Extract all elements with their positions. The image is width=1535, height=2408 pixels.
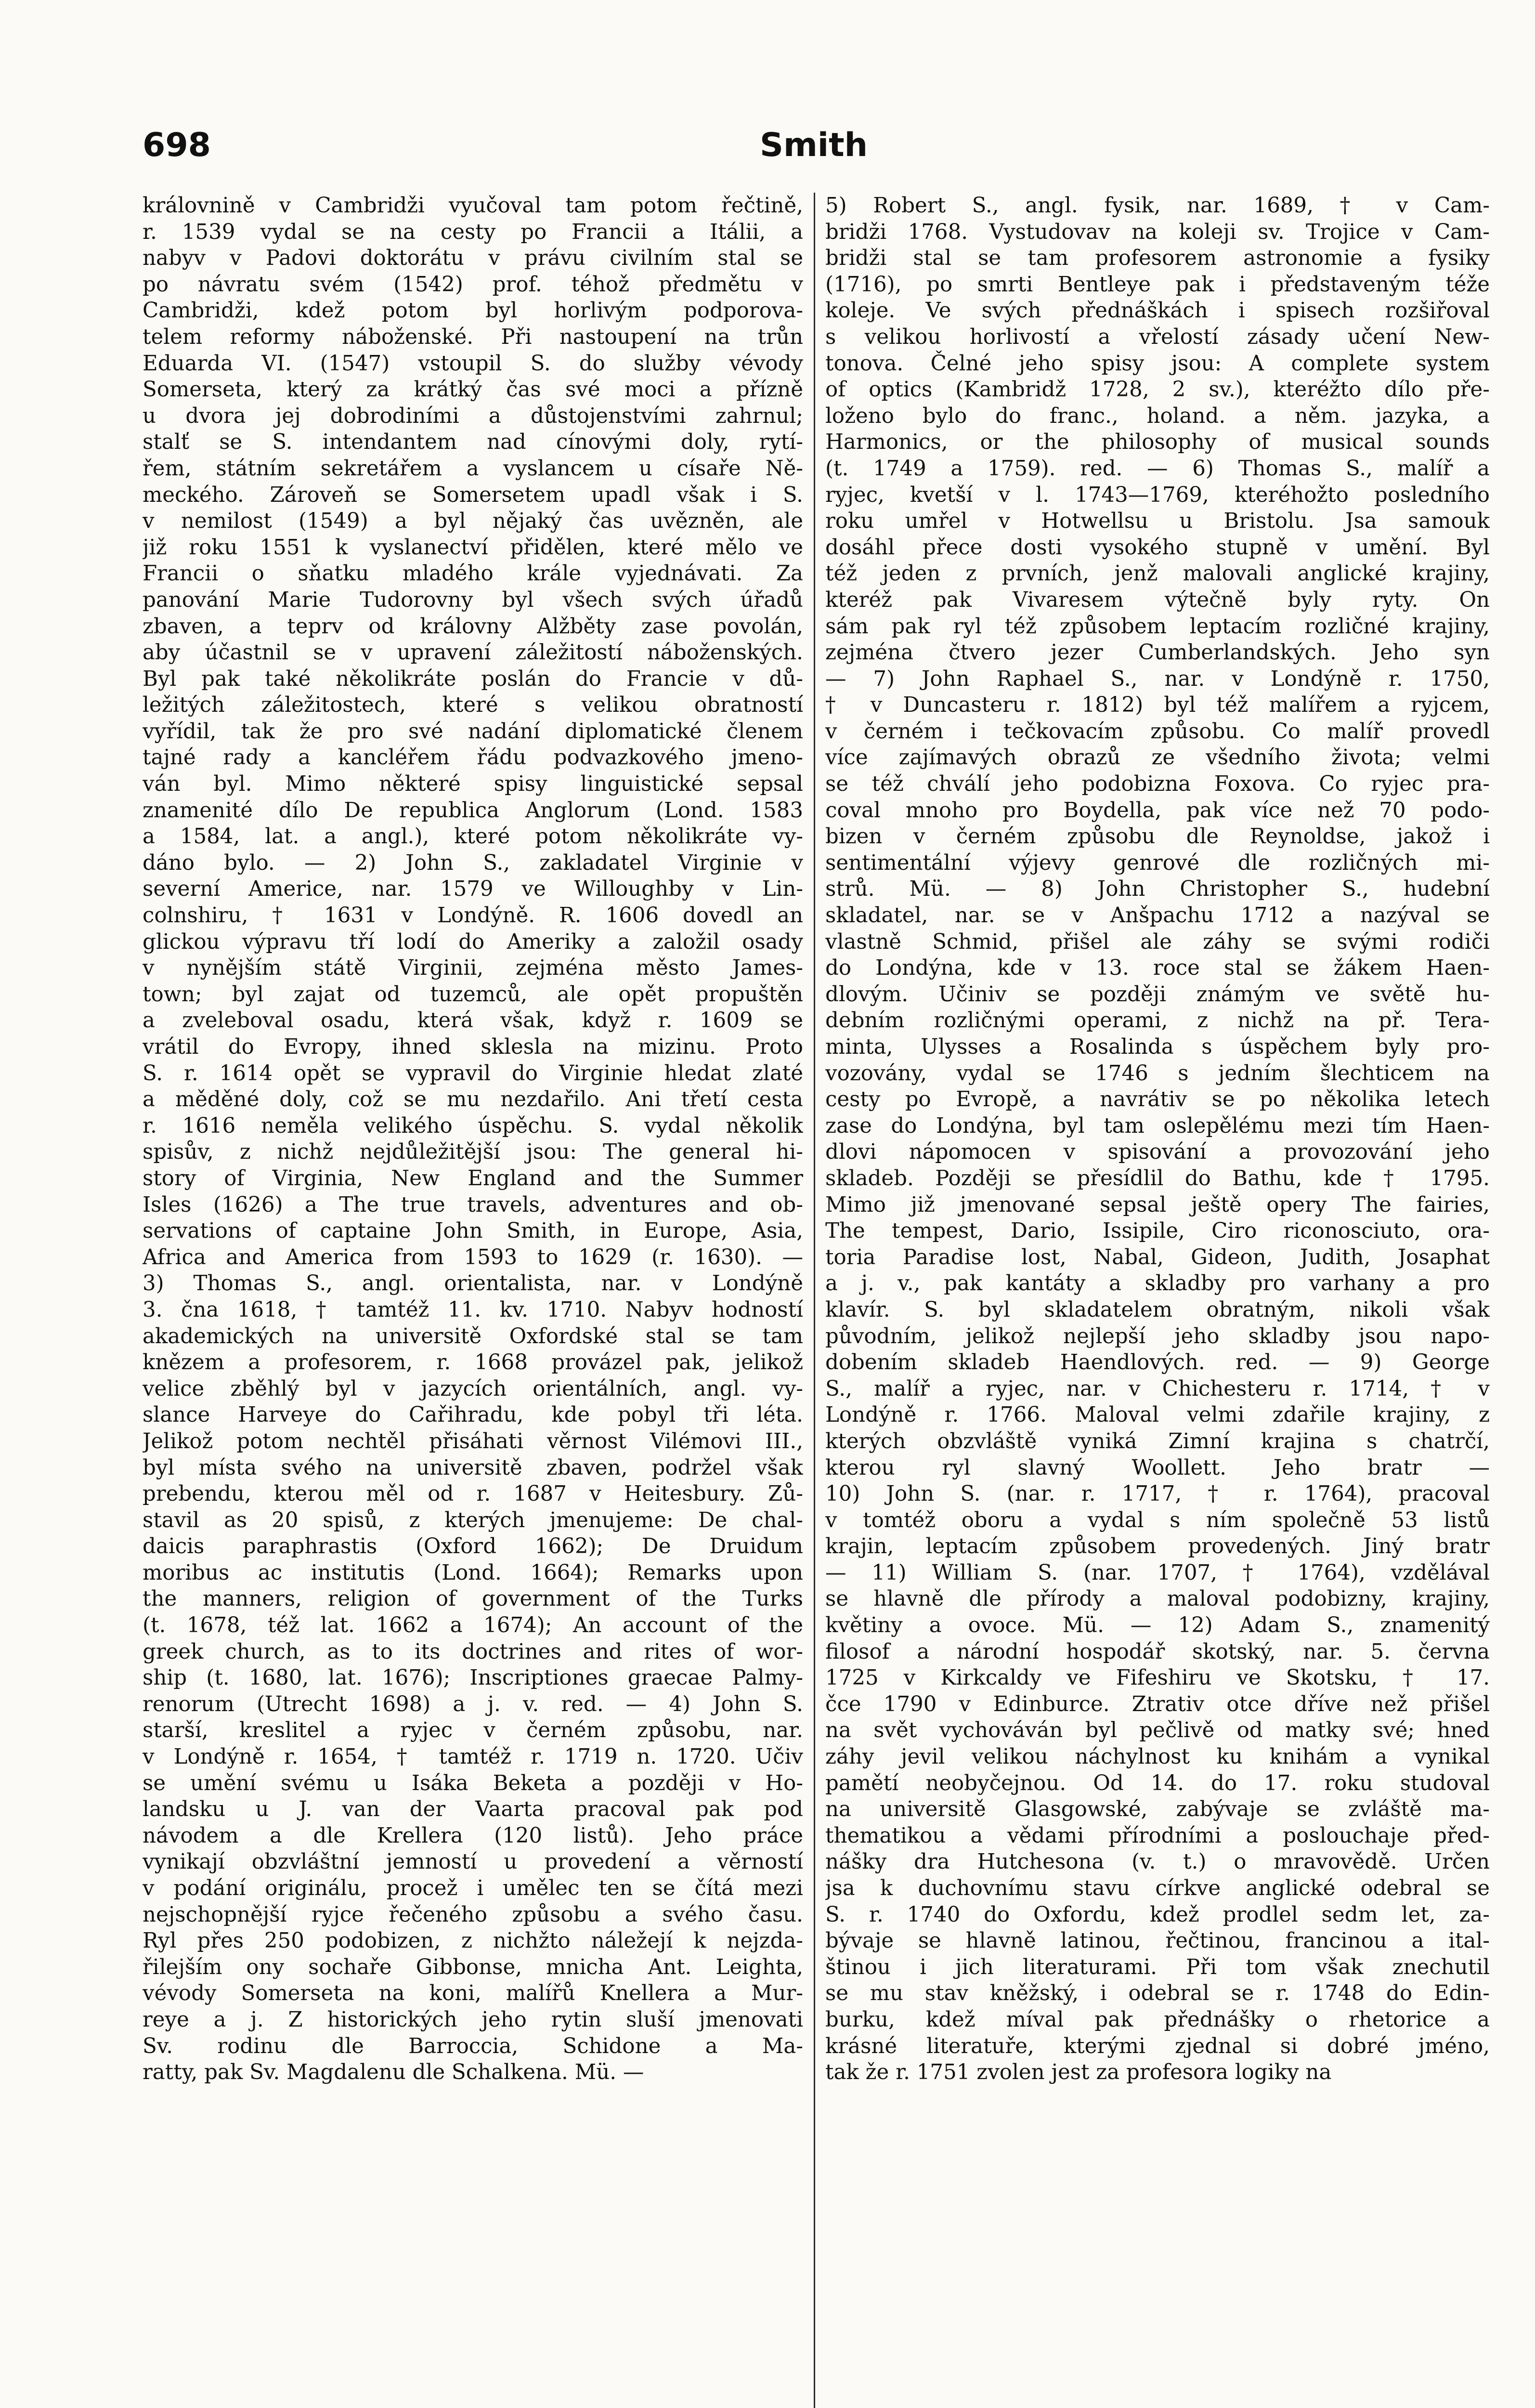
text-line: Jelikož potom nechtěl přisáhati věrnost Vilémovi III., [143, 1429, 803, 1453]
text-line: vlastně Schmid, přišel ale záhy se svými rodiči [825, 929, 1490, 954]
text-line: do Londýna, kde v 13. roce stal se žákem Haen- [825, 956, 1490, 981]
text-line: původním, jelikož nejlepší jeho skladby jsou napo- [825, 1324, 1490, 1348]
text-line: filosof a národní hospodář skotský, nar. 5. června [825, 1639, 1490, 1664]
text-line: S. r. 1740 do Oxfordu, kdež prodlel sedm let, za- [825, 1902, 1490, 1927]
text-line: ván byl. Mimo některé spisy linguistické sepsal [143, 772, 803, 797]
text-line: of optics (Kambridž 1728, 2 sv.), kteréžto dílo pře- [825, 378, 1490, 402]
text-line: aby účastnil se v upravení záležitostí náboženských. [143, 641, 803, 665]
text-line: moribus ac institutis (Lond. 1664); Remarks upon [143, 1560, 803, 1585]
text-line: colnshiru, † 1631 v Londýně. R. 1606 dovedl an [143, 903, 803, 928]
text-line: sentimentální výjevy genrové dle rozličných mi- [825, 851, 1490, 875]
text-line: skladeb. Později se přesídlil do Bathu, kde † 1795. [825, 1166, 1490, 1191]
text-line: greek church, as to its doctrines and rites of wor- [143, 1639, 803, 1664]
text-line: vynikají obzvláštní jemností u provedení a věrností [143, 1850, 803, 1874]
text-line: kterou ryl slavný Woollett. Jeho bratr — [825, 1455, 1490, 1480]
text-line: reye a j. Z historických jeho rytin sluší jmenovati [143, 2007, 803, 2032]
text-line: 3. čna 1618, † tamtéž 11. kv. 1710. Nabyv hodností [143, 1297, 803, 1322]
text-line: spisův, z nichž nejdůležitější jsou: The general hi- [143, 1140, 803, 1165]
text-line: coval mnoho pro Boydella, pak více než 70 podo- [825, 798, 1490, 823]
text-line: town; byl zajat od tuzemců, ale opět propuštěn [143, 982, 803, 1007]
text-line: daicis paraphrastis (Oxford 1662); De Druidum [143, 1534, 803, 1559]
text-line: Sv. rodinu dle Barroccia, Schidone a Ma- [143, 2034, 803, 2058]
text-line: bridži stal se tam profesorem astronomie a fysiky [825, 246, 1490, 271]
text-line: skladatel, nar. se v Anšpachu 1712 a nazýval se [825, 903, 1490, 928]
text-line: kteréž pak Vivaresem výtečně byly ryty. On [825, 588, 1490, 612]
text-line: S. r. 1614 opět se vypravil do Virginie hledat zlaté [143, 1061, 803, 1086]
text-line: strů. Mü. — 8) John Christopher S., hudební [825, 877, 1490, 902]
text-line: královnině v Cambridži vyučoval tam potom řečtině, [143, 194, 803, 218]
text-line: starší, kreslitel a ryjec v černém způsobu, nar. [143, 1718, 803, 1743]
text-line: slance Harveye do Cařihradu, kde pobyl tři léta. [143, 1403, 803, 1427]
text-line: burku, kdež míval pak přednášky o rhetorice a [825, 2007, 1490, 2032]
text-line: roku umřel v Hotwellsu u Bristolu. Jsa samouk [825, 509, 1490, 534]
text-line: glickou výpravu tří lodí do Ameriky a založil osady [143, 929, 803, 954]
text-line: pamětí neobyčejnou. Od 14. do 17. roku studoval [825, 1771, 1490, 1795]
text-line: u dvora jej dobrodiními a důstojenstvími zahrnul; [143, 404, 803, 428]
text-line: ratty, pak Sv. Magdalenu dle Schalkena. Mü. — [143, 2060, 644, 2085]
text-line: nabyv v Padovi doktorátu v právu civilním stal se [143, 246, 803, 271]
text-line: dosáhl přece dosti vysokého stupně v umění. Byl [825, 535, 1490, 560]
text-line: v tomtéž oboru a vydal s ním společně 53 listů [825, 1508, 1490, 1532]
text-line: koleje. Ve svých přednáškách i spisech rozšiřoval [825, 299, 1490, 323]
text-line: thematikou a vědami přírodními a poslouchaje před- [825, 1823, 1490, 1848]
text-line: Eduarda VI. (1547) vstoupil S. do služby vévody [143, 351, 803, 376]
text-line: štinou i jich literaturami. Při tom však znechutil [825, 1955, 1490, 1979]
text-line: 5) Robert S., angl. fysik, nar. 1689, † v Cam- [825, 194, 1490, 218]
text-line: se umění svému u Isáka Beketa a později v Ho- [143, 1771, 803, 1795]
text-line: a měděné doly, což se mu nezdařilo. Ani třetí cesta [143, 1087, 803, 1112]
text-line: Harmonics, or the philosophy of musical sounds [825, 430, 1490, 455]
text-line: a zveleboval osadu, která však, když r. 1609 se [143, 1008, 803, 1033]
text-line: znamenité dílo De republica Anglorum (Lond. 1583 [143, 798, 803, 823]
column-divider [814, 193, 815, 2408]
text-line: v nemilost (1549) a byl nějaký čas uvězněn, ale [143, 509, 803, 534]
page-number: 698 [143, 126, 211, 164]
text-line: landsku u J. van der Vaarta pracoval pak pod [143, 1797, 803, 1822]
text-line: nejschopnější ryjce řečeného způsobu a svého času. [143, 1902, 803, 1927]
text-line: (t. 1678, též lat. 1662 a 1674); An account of the [143, 1613, 803, 1638]
text-line: vozovány, vydal se 1746 s jedním šlechticem na [825, 1061, 1490, 1086]
text-line: velice zběhlý byl v jazycích orientálních, angl. vy- [143, 1376, 803, 1401]
text-line: r. 1539 vydal se na cesty po Francii a Itálii, a [143, 220, 803, 244]
text-line: toria Paradise lost, Nabal, Gideon, Judith, Josaphat [825, 1245, 1490, 1269]
text-line: ležitých záležitostech, které s velikou obratností [143, 693, 803, 718]
text-line: na universitě Glasgowské, zabývaje se zvláště ma- [825, 1797, 1490, 1822]
text-line: Francii o sňatku mladého krále vyjednávati. Za [143, 562, 803, 586]
text-line: (t. 1749 a 1759). red. — 6) Thomas S., malíř a [825, 456, 1490, 481]
text-line: 3) Thomas S., angl. orientalista, nar. v Londýně [143, 1271, 803, 1296]
text-line: (1716), po smrti Bentleye pak i představeným téže [825, 272, 1490, 297]
text-line: meckého. Zároveň se Somersetem upadl však i S. [143, 483, 803, 507]
text-line: se též chválí jeho podobizna Foxova. Co ryjec pra- [825, 772, 1490, 797]
text-line: minta, Ulysses a Rosalinda s úspěchem byly pro- [825, 1035, 1490, 1059]
text-line: tajné rady a kancléřem řádu podvazkového jmeno- [143, 746, 803, 770]
text-line: 10) John S. (nar. r. 1717, † r. 1764), pracoval [825, 1482, 1490, 1506]
text-line: návodem a dle Krellera (120 listů). Jeho práce [143, 1823, 803, 1848]
text-line: knězem a profesorem, r. 1668 provázel pak, jelikož [143, 1350, 803, 1375]
text-line: též jeden z prvních, jenž malovali anglické krajiny, [825, 562, 1490, 586]
text-line: stavil as 20 spisů, z kterých jmenujeme: De chal- [143, 1508, 803, 1532]
text-line: řem, státním sekretářem a vyslancem u císaře Ně- [143, 456, 803, 481]
text-line: a 1584, lat. a angl.), které potom několikráte vy- [143, 824, 803, 849]
running-head: Smith [759, 126, 868, 164]
text-line: ship (t. 1680, lat. 1676); Inscriptiones graecae Palmy- [143, 1666, 803, 1690]
text-line: zase do Londýna, byl tam oslepělému mezi tím Haen- [825, 1113, 1490, 1138]
text-line: renorum (Utrecht 1698) a j. v. red. — 4) John S. [143, 1692, 803, 1716]
text-line: na svět vychováván byl pečlivě od matky své; hned [825, 1718, 1490, 1743]
text-line: vrátil do Evropy, ihned sklesla na mizinu. Proto [143, 1035, 803, 1059]
text-line: severní Americe, nar. 1579 ve Willoughby v Lin- [143, 877, 803, 902]
text-line: The tempest, Dario, Issipile, Ciro riconosciuto, ora- [825, 1219, 1490, 1243]
text-line: Mimo již jmenované sepsal ještě opery The fairies, [825, 1192, 1490, 1217]
text-line: Africa and America from 1593 to 1629 (r. 1630). — [143, 1245, 803, 1269]
text-line: v černém i tečkovacím způsobu. Co malíř provedl [825, 719, 1490, 744]
text-line: řilejším ony sochaře Gibbonse, mnicha Ant. Leighta, [143, 1955, 803, 1979]
text-line: květiny a ovoce. Mü. — 12) Adam S., znamenitý [825, 1613, 1490, 1638]
text-line: byl místa svého na universitě zbaven, podržel však [143, 1455, 803, 1480]
text-line: akademických na universitě Oxfordské stal se tam [143, 1324, 803, 1348]
text-line: sám pak ryl též způsobem leptacím rozličné krajiny, [825, 614, 1490, 639]
text-line: dobením skladeb Haendlových. red. — 9) George [825, 1350, 1490, 1375]
text-line: telem reformy náboženské. Při nastoupení na trůn [143, 325, 803, 349]
text-line: Cambridži, kdež potom byl horlivým podporova- [143, 299, 803, 323]
text-line: story of Virginia, New England and the Summer [143, 1166, 803, 1191]
text-line: nášky dra Hutchesona (v. t.) o mravovědě. Určen [825, 1850, 1490, 1874]
right-column [825, 193, 1490, 2408]
text-line: krásné literatuře, kterými zjednal si dobré jméno, [825, 2034, 1490, 2058]
text-line: dlovi nápomocen v spisování a provozování jeho [825, 1140, 1490, 1165]
text-line: bývaje se hlavně latinou, řečtinou, francinou a ital- [825, 1929, 1490, 1953]
text-line: záhy jevil velikou náchylnost ku knihám a vynikal [825, 1745, 1490, 1769]
text-line: Londýně r. 1766. Maloval velmi zdařile krajiny, z [825, 1403, 1490, 1427]
text-line: v Londýně r. 1654, † tamtéž r. 1719 n. 1720. Učiv [143, 1745, 803, 1769]
text-line: cesty po Evropě, a navrátiv se po několika letech [825, 1087, 1490, 1112]
text-line: Byl pak také několikráte poslán do Francie v dů- [143, 667, 803, 691]
text-line: v podání originálu, procež i umělec ten se čítá mezi [143, 1876, 803, 1900]
text-line: ryjec, kvetší v l. 1743—1769, kteréhožto posledního [825, 483, 1490, 507]
text-line: Isles (1626) a The true travels, adventures and ob- [143, 1192, 803, 1217]
text-line: zbaven, a teprv od královny Alžběty zase povolán, [143, 614, 803, 639]
text-line: Somerseta, který za krátký čas své moci a přízně [143, 378, 803, 402]
text-line: s velikou horlivostí a vřelostí zásady učení New- [825, 325, 1490, 349]
text-line: debním rozličnými operami, z nichž na př. Tera- [825, 1008, 1490, 1033]
text-line: vyřídil, tak že pro své nadání diplomatické členem [143, 719, 803, 744]
text-line: bizen v černém způsobu dle Reynoldse, jakož i [825, 824, 1490, 849]
text-line: krajin, leptacím způsobem provedených. Jiný bratr [825, 1534, 1490, 1559]
text-line: vévody Somerseta na koni, malířů Knellera a Mur- [143, 1981, 803, 2006]
text-line: loženo bylo do franc., holand. a něm. jazyka, a [825, 404, 1490, 428]
text-line: 1725 v Kirkcaldy ve Fifeshiru ve Skotsku, † 17. [825, 1666, 1490, 1690]
left-column [143, 193, 803, 2408]
text-line: — 11) William S. (nar. 1707, † 1764), vzdělával [825, 1560, 1490, 1585]
text-line: bridži 1768. Vystudovav na koleji sv. Trojice v Cam- [825, 220, 1490, 244]
text-line: panování Marie Tudorovny byl všech svých úřadů [143, 588, 803, 612]
text-line: a j. v., pak kantáty a skladby pro varhany a pro [825, 1271, 1490, 1296]
text-line: v nynějším státě Virginii, zejména město James- [143, 956, 803, 981]
text-line: čce 1790 v Edinburce. Ztrativ otce dříve než přišel [825, 1692, 1490, 1716]
text-line: the manners, religion of government of the Turks [143, 1587, 803, 1611]
text-line: servations of captaine John Smith, in Europe, Asia, [143, 1219, 803, 1243]
text-line: prebendu, kterou měl od r. 1687 v Heitesbury. Zů- [143, 1482, 803, 1506]
text-line: klavír. S. byl skladatelem obratným, nikoli však [825, 1297, 1490, 1322]
text-line: — 7) John Raphael S., nar. v Londýně r. 1750, [825, 667, 1490, 691]
text-line: zejména čtvero jezer Cumberlandských. Jeho syn [825, 641, 1490, 665]
text-line: † v Duncasteru r. 1812) byl též malířem a ryjcem, [825, 693, 1490, 718]
text-line: r. 1616 neměla velikého úspěchu. S. vydal několik [143, 1113, 803, 1138]
text-line: po návratu svém (1542) prof. téhož předmětu v [143, 272, 803, 297]
text-line: více zajímavých obrazů ze všedního života; velmi [825, 746, 1490, 770]
text-line: tak že r. 1751 zvolen jest za profesora logiky na [825, 2060, 1332, 2085]
text-line: jsa k duchovnímu stavu církve anglické odebral se [825, 1876, 1490, 1900]
text-line: dlovým. Učiniv se později známým ve světě hu- [825, 982, 1490, 1007]
text-line: se mu stav kněžský, i odebral se r. 1748 do Edin- [825, 1981, 1490, 2006]
text-line: stalť se S. intendantem nad cínovými doly, rytí- [143, 430, 803, 455]
text-line: S., malíř a ryjec, nar. v Chichesteru r. 1714, † v [825, 1376, 1490, 1401]
text-line: se hlavně dle přírody a maloval podobizny, krajiny, [825, 1587, 1490, 1611]
text-line: kterých obzvláště vyniká Zimní krajina s chatrčí, [825, 1429, 1490, 1453]
text-line: již roku 1551 k vyslanectví přidělen, které mělo ve [143, 535, 803, 560]
text-line: dáno bylo. — 2) John S., zakladatel Virginie v [143, 851, 803, 875]
text-line: tonova. Čelné jeho spisy jsou: A complete system [825, 351, 1490, 376]
text-line: Ryl přes 250 podobizen, z nichžto náležejí k nejzda- [143, 1929, 803, 1953]
